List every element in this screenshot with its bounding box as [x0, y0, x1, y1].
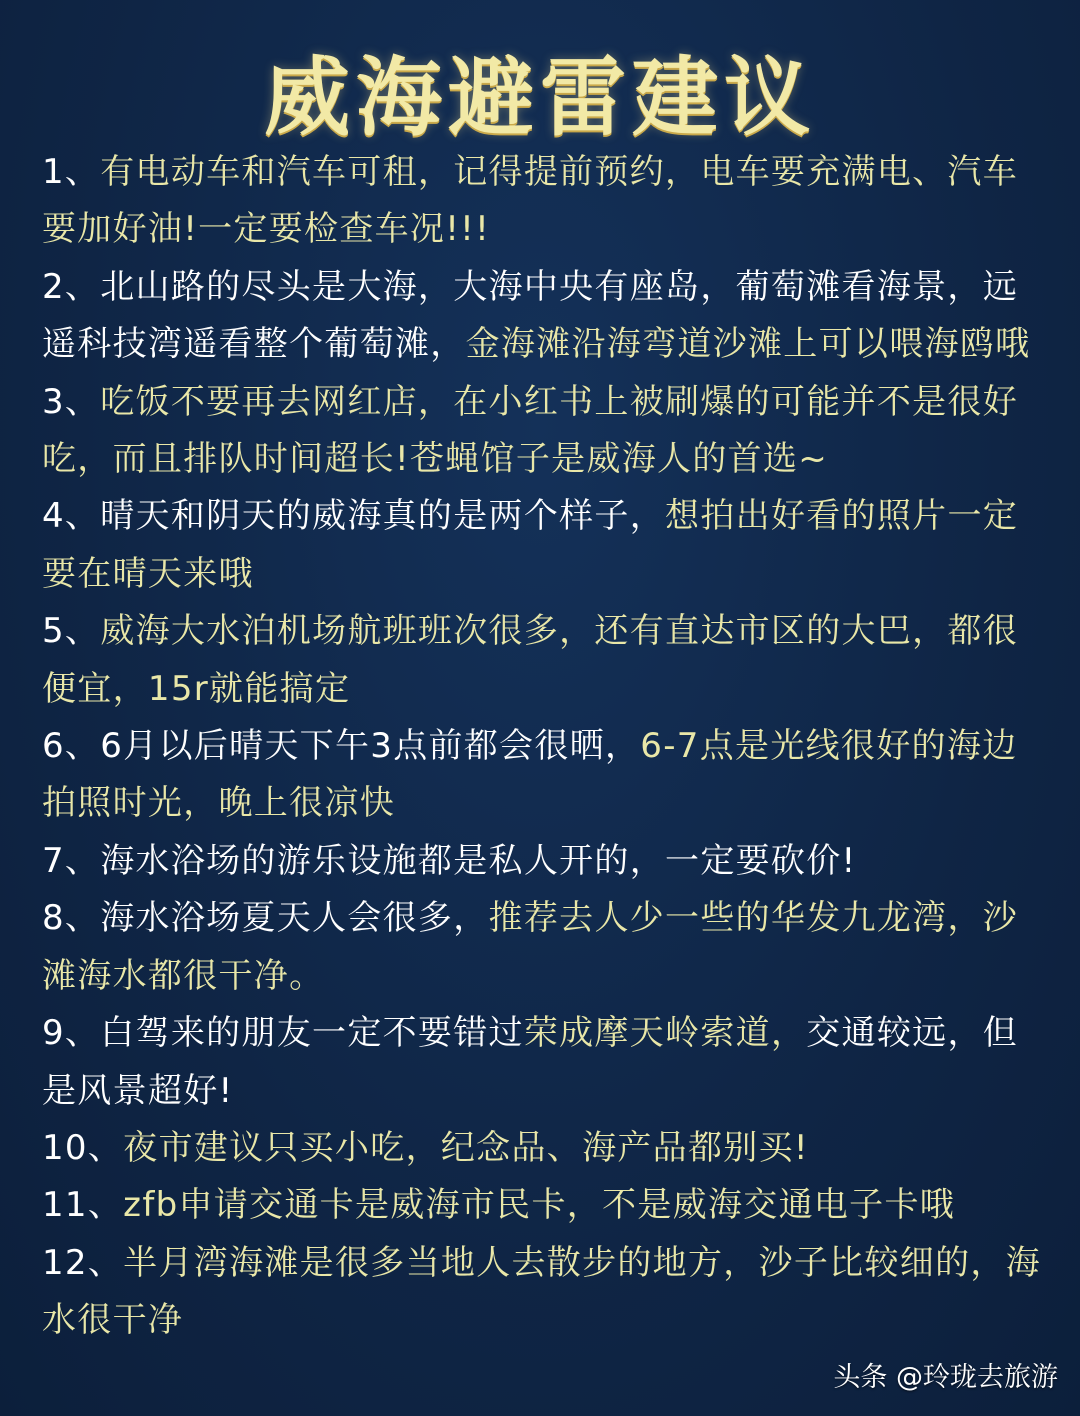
tip-number: 9、	[42, 1013, 101, 1054]
tip-text: 白驾来的朋友一定不要错过	[100, 1013, 524, 1054]
tip-number: 6、	[42, 726, 101, 767]
tip-item	[42, 718, 1042, 833]
tip-number: 12、	[42, 1242, 124, 1283]
tip-text: 威海大水泊机场航班班次很多，还有直达市区的大巴，都很便宜，15r就能搞定	[42, 611, 1019, 709]
tip-number: 7、	[42, 840, 101, 881]
tip-number: 2、	[42, 266, 101, 307]
tip-number: 8、	[42, 898, 101, 939]
tip-text: 有电动车和汽车可租，记得提前预约，电车要充满电、汽车要加好油!一定要检查车况!!!	[42, 152, 1019, 250]
tip-text: 吃饭不要再去网红店，在小红书上被刷爆的可能并不是很好吃，而且排队时间超长!苍蝇馆子是威海人的首选~	[42, 381, 1019, 480]
tip-item	[42, 488, 1042, 603]
tip-item	[42, 890, 1042, 1005]
tip-number: 3、	[42, 381, 101, 422]
tip-item	[42, 1235, 1042, 1350]
tip-number: 10、	[42, 1127, 124, 1168]
tip-item	[42, 1005, 1042, 1120]
tip-number: 11、	[42, 1185, 124, 1226]
watermark: 头条 @玲珑去旅游	[833, 1362, 1058, 1393]
tip-item	[42, 259, 1042, 374]
tip-text-highlight: 金海滩沿海弯道沙滩上可以喂海鸥哦	[465, 324, 1031, 365]
tip-number: 5、	[42, 611, 101, 652]
tip-text: 交通较远，但是风景超好!	[42, 1013, 1019, 1111]
tip-text-highlight: 6-7点是光线很好的海边拍照时光，晚上很凉快	[42, 726, 1018, 824]
tip-text: 夜市建议只买小吃，纪念品、海产品都别买!	[123, 1127, 809, 1168]
tip-text-highlight: 想拍出好看的照片一定要在晴天来哦	[42, 496, 1019, 594]
tip-text: 海水浴场的游乐设施都是私人开的，一定要砍价!	[100, 840, 857, 881]
tips-list	[42, 144, 1042, 1350]
tip-text: zfb申请交通卡是威海市民卡，不是威海交通电子卡哦	[123, 1185, 956, 1226]
tip-item	[42, 1120, 1042, 1177]
tip-text: 6月以后晴天下午3点前都会很晒，	[100, 726, 641, 767]
tip-text: 半月湾海滩是很多当地人去散步的地方，沙子比较细的，海水很干净	[42, 1242, 1041, 1341]
tip-item	[42, 144, 1042, 259]
tip-text: 晴天和阴天的威海真的是两个样子，	[100, 496, 666, 537]
tip-text-highlight: 荣成摩天岭索道，	[523, 1013, 807, 1054]
tip-item	[42, 1177, 1042, 1234]
tip-text-highlight: 推荐去人少一些的华发九龙湾，沙滩海水都很干净。	[42, 898, 1019, 996]
tip-text: 北山路的尽头是大海，大海中央有座岛，葡萄滩看海景，远遥科技湾遥看整个葡萄滩，	[42, 266, 1019, 365]
tip-number: 4、	[42, 496, 101, 537]
poster-title: 威海避雷建议	[264, 48, 816, 148]
tip-number: 1、	[42, 152, 101, 192]
tip-item	[42, 374, 1042, 489]
tip-text: 海水浴场夏天人会很多，	[100, 898, 489, 939]
tip-item	[42, 603, 1042, 718]
tip-item	[42, 833, 1042, 890]
